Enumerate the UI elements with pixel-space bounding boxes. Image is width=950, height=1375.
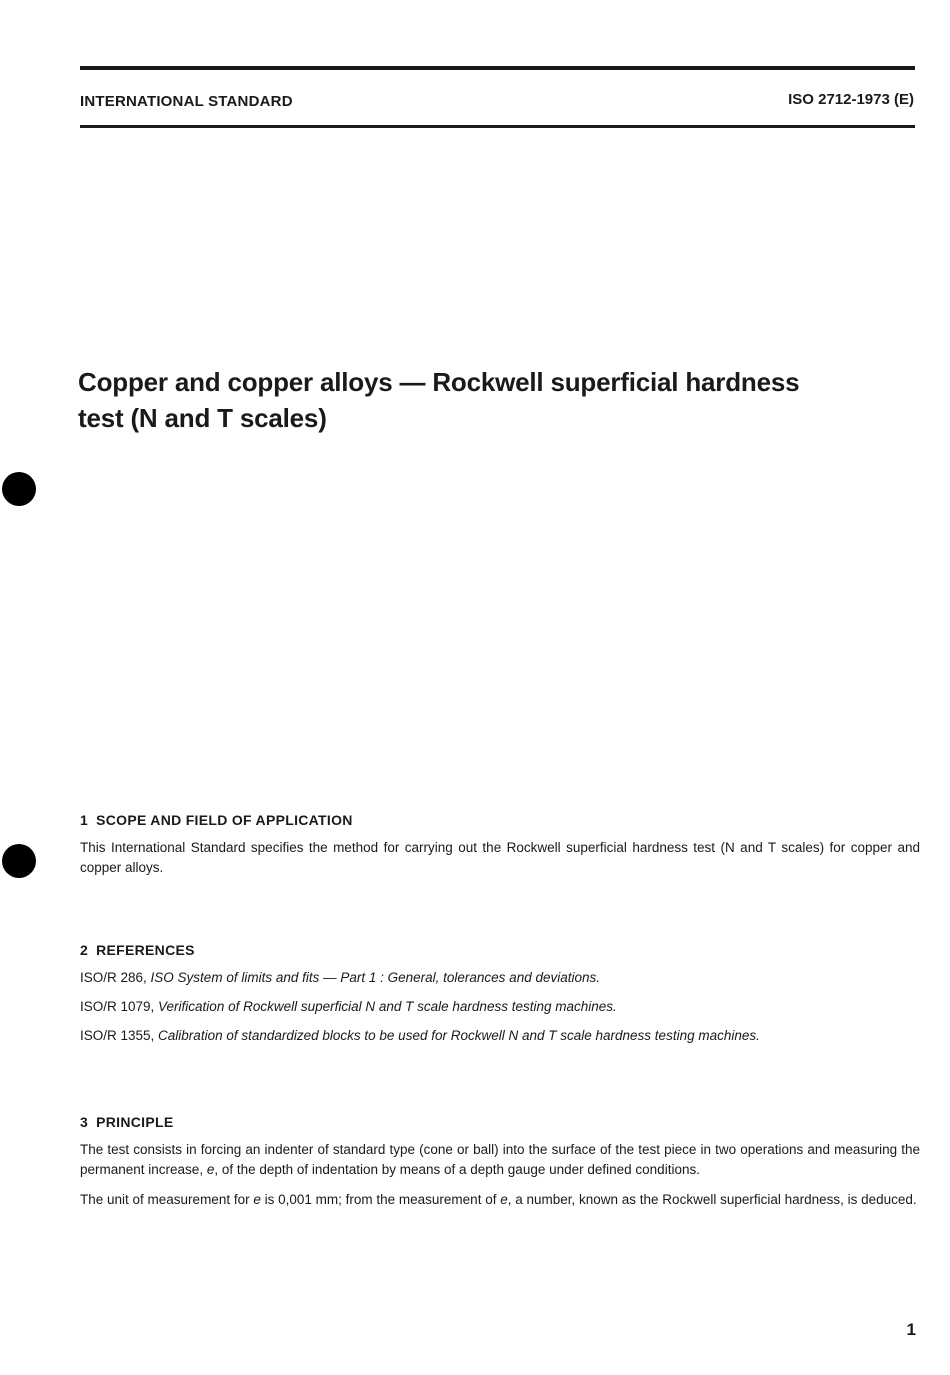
reference-code: ISO/R 1355, bbox=[80, 1028, 159, 1043]
principle-paragraph-1 bbox=[80, 1140, 920, 1180]
section-scope bbox=[80, 812, 920, 888]
section-number: 3 bbox=[80, 1114, 89, 1130]
text-run: is 0,001 mm; from the measurement of bbox=[260, 1192, 501, 1207]
title-line-1: Copper and copper alloys — Rockwell superficial hardness bbox=[78, 367, 800, 397]
reference-item bbox=[80, 1026, 920, 1046]
variable-e: e bbox=[500, 1192, 508, 1207]
reference-title: ISO System of limits and fits — Part 1 : General, tolerances and deviations. bbox=[150, 970, 600, 985]
document-title bbox=[78, 364, 898, 436]
standard-number: ISO 2712-1973 (E) bbox=[788, 91, 914, 108]
section-number: 2 bbox=[80, 942, 89, 958]
reference-code: ISO/R 1079, bbox=[80, 999, 159, 1014]
section-heading bbox=[80, 942, 920, 958]
reference-item bbox=[80, 968, 920, 988]
reference-title: Verification of Rockwell superficial N and T scale hardness testing machines. bbox=[158, 999, 617, 1014]
section-title: SCOPE AND FIELD OF APPLICATION bbox=[96, 812, 353, 828]
document-type-label: INTERNATIONAL STANDARD bbox=[80, 93, 293, 110]
section-heading bbox=[80, 1114, 920, 1130]
reference-code: ISO/R 286, bbox=[80, 970, 151, 985]
title-line-2: test (N and T scales) bbox=[78, 403, 327, 433]
variable-e: e bbox=[253, 1192, 261, 1207]
header-rule-top bbox=[80, 66, 915, 70]
punch-hole-lower bbox=[2, 844, 36, 878]
page-number: 1 bbox=[906, 1320, 916, 1339]
scope-paragraph: This International Standard specifies the method for carrying out the Rockwell superficial hardness test (N and T scales) for copper and copper alloys. bbox=[80, 840, 920, 875]
text-run: , a number, known as the Rockwell superficial hardness, is deduced. bbox=[507, 1192, 917, 1207]
text-run: The unit of measurement for bbox=[80, 1192, 254, 1207]
section-title: REFERENCES bbox=[96, 942, 195, 958]
principle-paragraph-2 bbox=[80, 1190, 920, 1210]
reference-title: Calibration of standardized blocks to be used for Rockwell N and T scale hardness testing machines. bbox=[158, 1028, 760, 1043]
text-run: , of the depth of indentation by means of a depth gauge under defined conditions. bbox=[214, 1162, 700, 1177]
text-run: The test consists in forcing an indenter of standard type (cone or ball) into the surface of the test piece in two operations and measuring the permanent increase, bbox=[80, 1142, 920, 1177]
punch-hole-upper bbox=[2, 472, 36, 506]
section-number: 1 bbox=[80, 812, 89, 828]
section-principle bbox=[80, 1114, 920, 1220]
variable-e: e bbox=[206, 1162, 215, 1177]
reference-item bbox=[80, 997, 920, 1017]
section-heading bbox=[80, 812, 920, 828]
section-title: PRINCIPLE bbox=[96, 1114, 174, 1130]
header-rule-bottom bbox=[80, 125, 915, 128]
section-references bbox=[80, 942, 920, 1055]
